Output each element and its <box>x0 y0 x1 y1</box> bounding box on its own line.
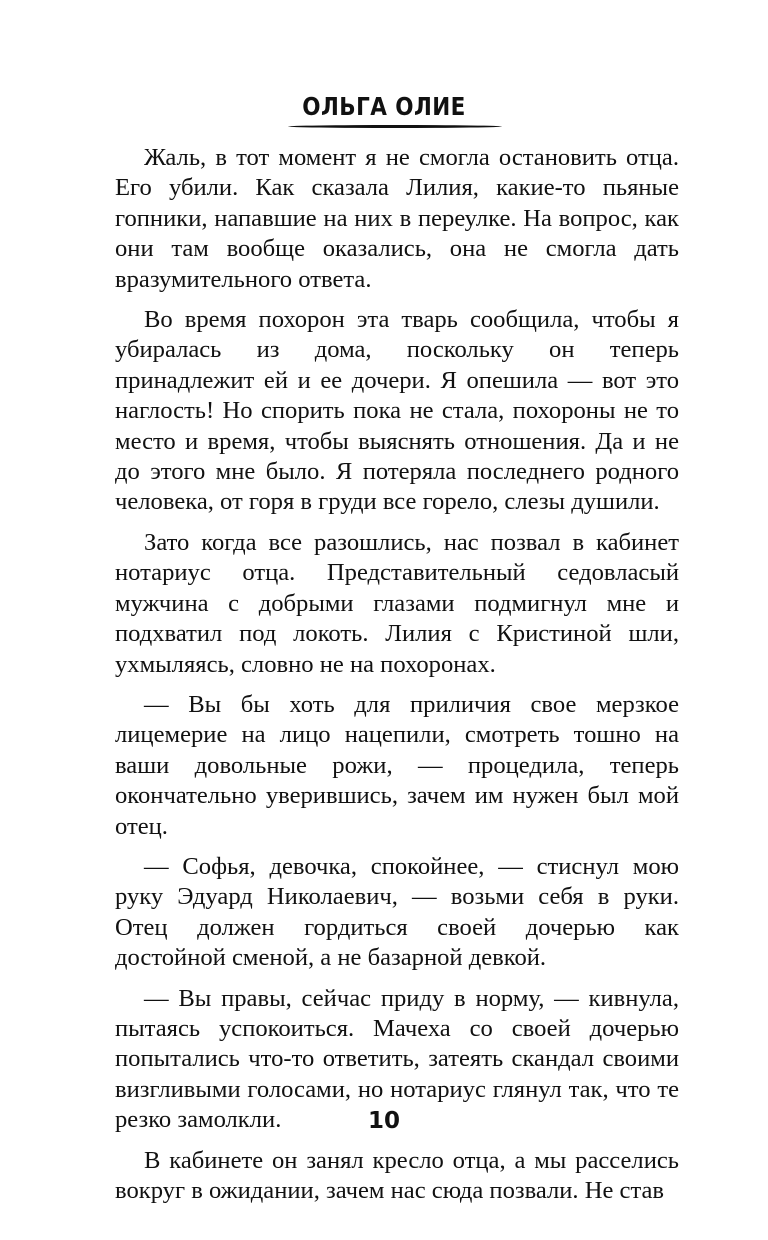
paragraph: — Вы бы хоть для приличия свое мерзкое лицемерие на лицо нацепили, смотреть тошно на ваши довольные рожи, — процедила, теперь окончательно уверившись, зачем им нужен был мой отец. <box>115 690 679 840</box>
paragraph: Жаль, в тот момент я не смогла остановить отца. Его убили. Как сказала Лилия, какие-то пьяные гопники, напавшие на них в переулке. На вопрос, как они там вообще оказались, она не смогла дать вразумительного ответа. <box>115 144 679 293</box>
paragraph: — Вы правы, сейчас приду в норму, — кивнула, пытаясь успокоиться. Мачеха со своей дочерью попытались что-то ответить, затеять скандал своими визгливыми голосами, но нотариус глянул так, что те резко замолкли. <box>115 984 679 1134</box>
paragraph: — Софья, девочка, спокойнее, — стиснул мою руку Эдуард Николаевич, — возьми себя в руки. Отец должен гордиться своей дочерью как достойной сменой, а не базарной девкой. <box>115 852 679 972</box>
body-text <box>115 143 679 1216</box>
paragraph: Во время похорон эта тварь сообщила, чтобы я убиралась из дома, поскольку он теперь принадлежит ей и ее дочери. Я опешила — вот это наглость! Но спорить пока не стала, похороны не то место и время, чтобы выяснять отношения. Да и не до этого мне было. Я потеряла последнего родного человека, от горя в груди все горело, слезы душили. <box>115 306 679 516</box>
running-header <box>0 92 768 122</box>
paragraph: Зато когда все разошлись, нас позвал в кабинет нотариус отца. Представительный седовласый мужчина с добрыми глазами подмигнул мне и подхватил под локоть. Лилия с Кристиной шли, ухмыляясь, словно не на похоронах. <box>115 528 679 678</box>
paragraph: В кабинете он занял кресло отца, а мы расселись вокруг в ожидании, зачем нас сюда позвали. Не став <box>115 1146 679 1204</box>
header-rule <box>288 125 502 128</box>
author-name: ОЛЬГА ОЛИЕ <box>302 92 466 121</box>
page-number: 10 <box>367 1108 400 1134</box>
